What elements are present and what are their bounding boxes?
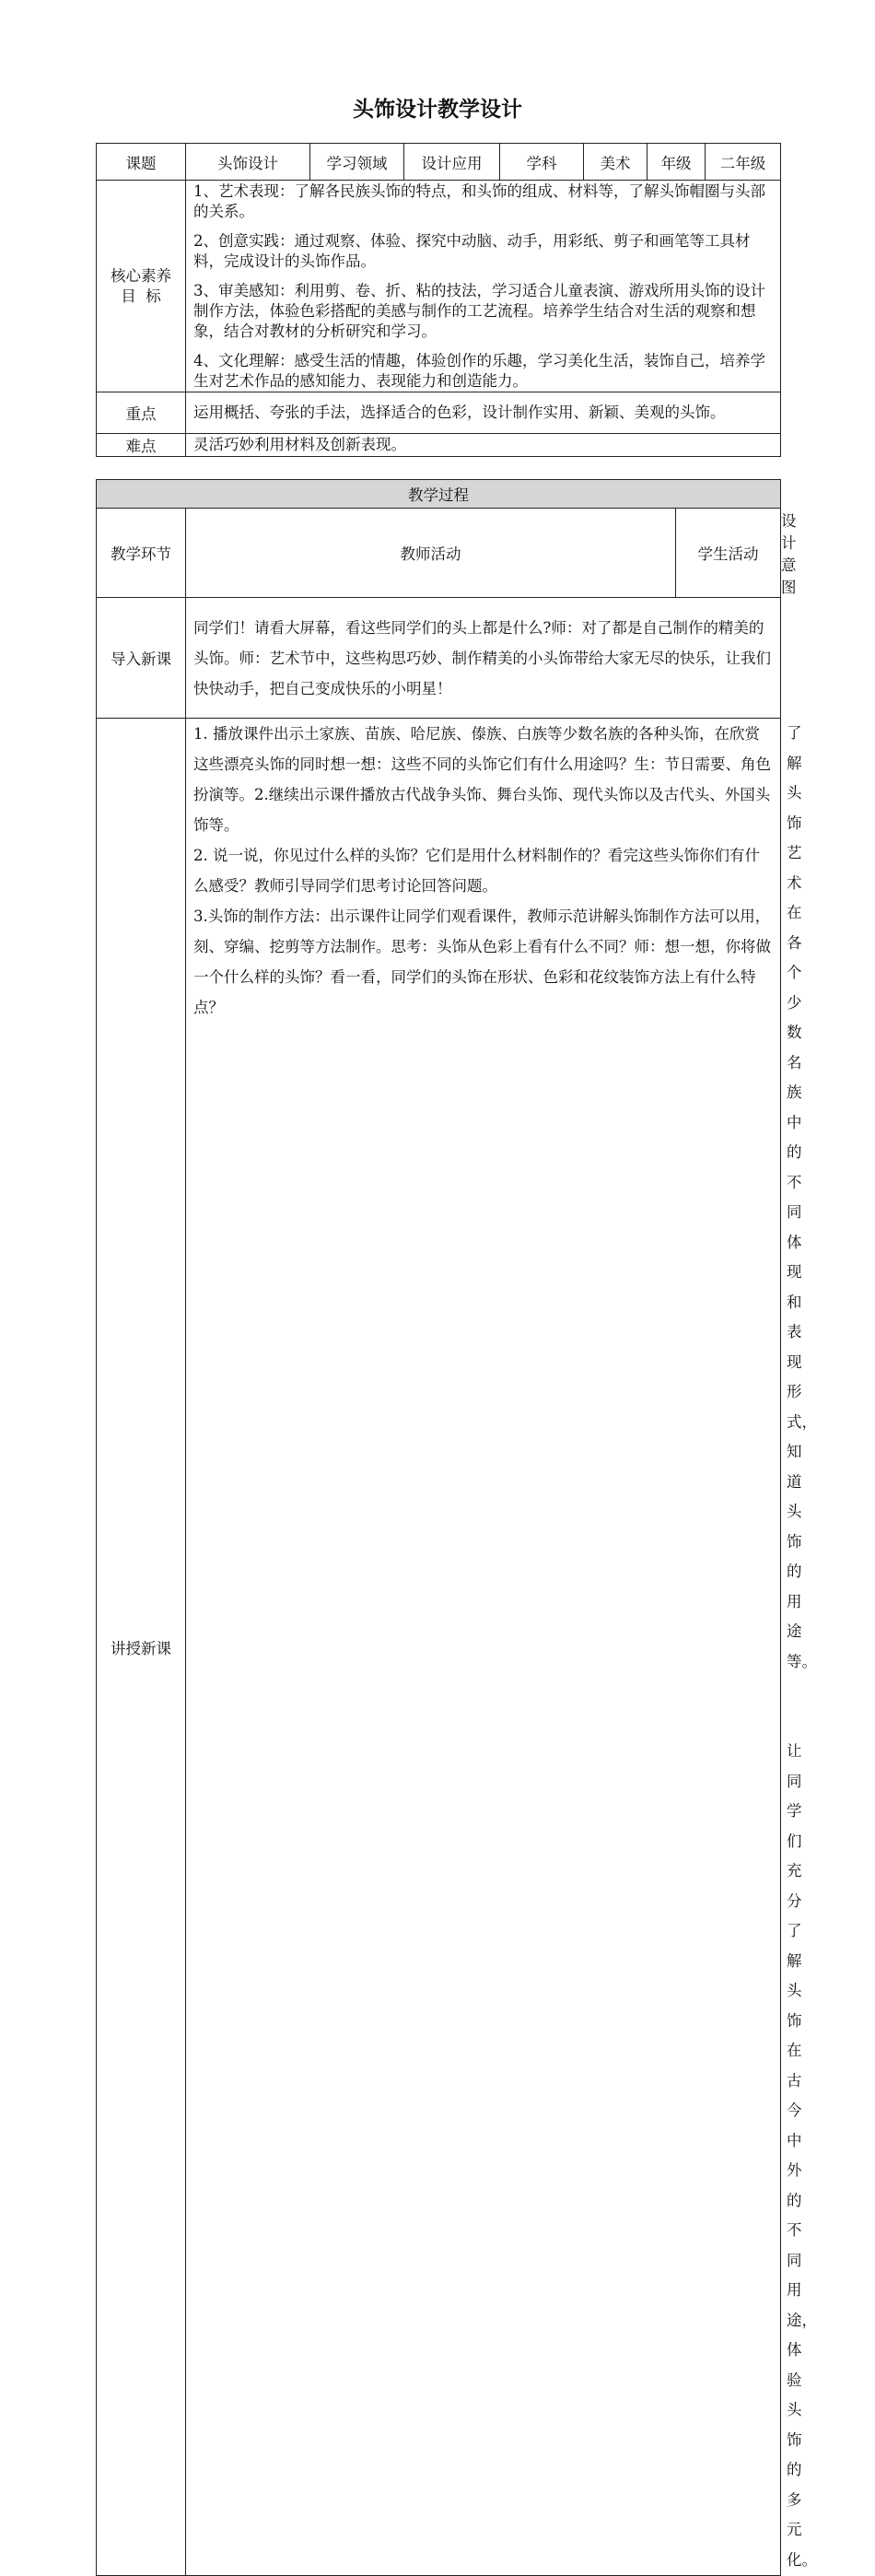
process-table: 教学过程 教学环节 教师活动 学生活动 设计意图 导入新课 同学们！请看大屏幕，看这些同学们的头上都是什么?师：对了都是自己制作的精美的头饰。师：艺术节中，这些构思巧妙、制作精美的小头饰带给大家无尽的快乐，让我们快快动手，把自己变成快乐的小明星！ 讲授新课 1. 播放课件出示土家族、苗族、哈尼族、傣族、白族等少数名族的各种头饰，在欣赏这些漂亮头饰的同时想一想：这些不同的头饰它们有什么用途吗？生：节日需要、角色扮演等。2.继续出示课件播放古代战争头饰、舞台头饰、现代头饰以及古代头、外国头饰等。 2. 说一说，你见过什么样的头饰？它们是用什么材料制作的？看完这些头饰你们有什么感受？教师引导同学们思考讨论回答问题。 3.头饰的制作方法：出示课件让同学们观看课件，教师示范讲解头饰制作方法可以用，刻、穿编、挖剪等方法制作。思考：头饰从色彩上看有什么不同？师：想一想，你将做一个什么样的头饰？看一看，同学们的头饰在形状、色彩和花纹装饰方法上有什么特点？ 了解头饰艺术在各个少数名族中的不同体现和表现形式，知道头饰的用途等。 让同学们充分了解头饰在古今中外的不同用途，体验头饰的多元化。 xyxy=(96,479,781,2576)
value-grade: 二年级 xyxy=(706,144,781,181)
core-goal-item: 4、文化理解：感受生活的情趣，体验创作的乐趣，学习美化生活，装饰自己，培养学生对艺术作品的感知能力、表现能力和创造能力。 xyxy=(193,351,765,390)
key-point-text: 运用概括、夸张的手法，选择适合的色彩，设计制作实用、新颖、美观的头饰。 xyxy=(186,392,781,434)
difficulty-text: 灵活巧妙利用材料及创新表现。 xyxy=(186,434,781,457)
process-title: 教学过程 xyxy=(97,480,781,509)
core-goals-cell xyxy=(186,181,781,392)
teacher-activity-intro: 同学们！请看大屏幕，看这些同学们的头上都是什么?师：对了都是自己制作的精美的头饰。师：艺术节中，这些构思巧妙、制作精美的小头饰带给大家无尽的快乐，让我们快快动手，把自己变成快乐的小明星！ xyxy=(186,598,781,719)
difficulty-label: 难点 xyxy=(97,434,186,457)
intent-paragraph: 了解头饰艺术在各个少数名族中的不同体现和表现形式，知道头饰的用途等。 xyxy=(787,724,817,1670)
label-discipline: 学科 xyxy=(500,144,584,181)
value-subject: 头饰设计 xyxy=(186,144,310,181)
key-point-label: 重点 xyxy=(97,392,186,434)
core-goal-item: 1、艺术表现：了解各民族头饰的特点，和头饰的组成、材料等，了解头饰帽圈与头部的关系。 xyxy=(193,181,765,220)
core-goals-label-line1: 核心素养 xyxy=(111,266,171,285)
value-domain: 设计应用 xyxy=(404,144,500,181)
teacher-paragraph: 3.头饰的制作方法：出示课件让同学们观看课件，教师示范讲解头饰制作方法可以用，刻、穿编、挖剪等方法制作。思考：头饰从色彩上看有什么不同？师：想一想，你将做一个什么样的头饰？看一看，同学们的头饰在形状、色彩和花纹装饰方法上有什么特点？ xyxy=(193,907,771,1016)
stage-new-lesson: 讲授新课 xyxy=(97,719,186,2576)
core-goals-label xyxy=(97,181,186,392)
core-goal-item: 3、审美感知：利用剪、卷、折、粘的技法，学习适合儿童表演、游戏所用头饰的设计制作方法，体验色彩搭配的美感与制作的工艺流程。培养学生结合对生活的观察和想象，结合对教材的分析研究和学习。 xyxy=(193,281,765,340)
info-table xyxy=(96,143,781,457)
intent-paragraph: 让同学们充分了解头饰在古今中外的不同用途，体验头饰的多元化。 xyxy=(787,1742,817,2569)
core-goal-item: 2、创意实践：通过观察、体验、探究中动脑、动手，用彩纸、剪子和画笔等工具材料，完成设计的头饰作品。 xyxy=(193,231,751,270)
core-goals-label-line2: 目 标 xyxy=(121,287,161,305)
page-title: 头饰设计教学设计 xyxy=(353,98,522,122)
col-header-stage: 教学环节 xyxy=(97,509,186,598)
teacher-paragraph: 2. 说一说，你见过什么样的头饰？它们是用什么材料制作的？看完这些头饰你们有什么感受？教师引导同学们思考讨论回答问题。 xyxy=(193,847,760,895)
teacher-paragraph: 1. 播放课件出示土家族、苗族、哈尼族、傣族、白族等少数名族的各种头饰，在欣赏这些漂亮头饰的同时想一想：这些不同的头饰它们有什么用途吗？生：节日需要、角色扮演等。2.继续出示课件播放古代战争头饰、舞台头饰、现代头饰以及古代头、外国头饰等。 xyxy=(193,725,771,834)
col-header-teacher: 教师活动 xyxy=(186,509,676,598)
label-grade: 年级 xyxy=(648,144,706,181)
stage-intro: 导入新课 xyxy=(97,598,186,719)
label-subject: 课题 xyxy=(97,144,186,181)
col-header-student: 学生活动 xyxy=(676,509,781,598)
teacher-activity-new-lesson xyxy=(186,719,781,2576)
value-discipline: 美术 xyxy=(584,144,648,181)
label-domain: 学习领域 xyxy=(310,144,404,181)
